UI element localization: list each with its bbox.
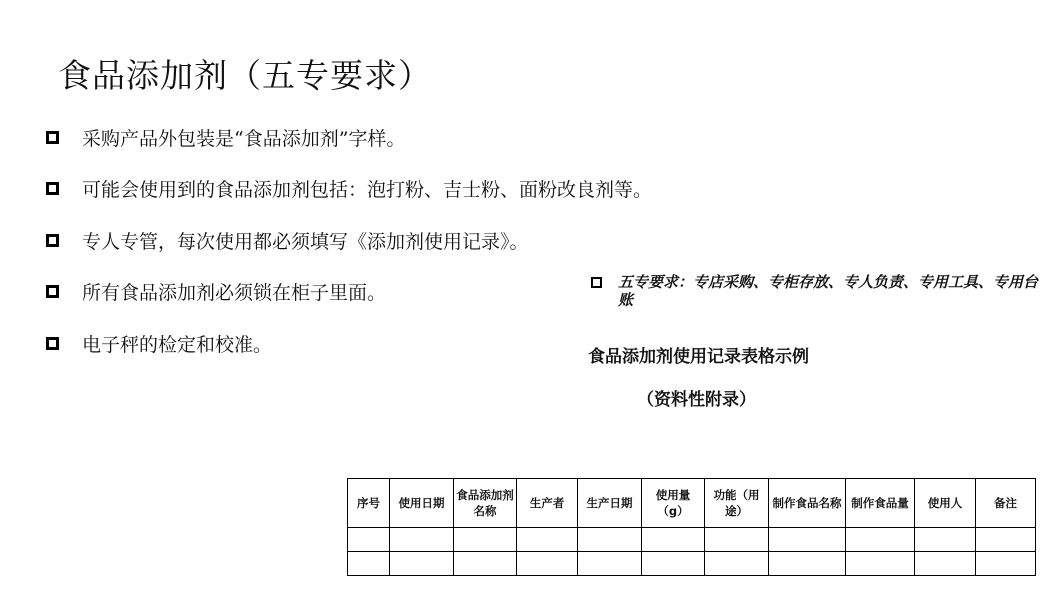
table-cell bbox=[578, 552, 642, 576]
column-header: 制作食品量 bbox=[846, 479, 915, 528]
five-requirements-note bbox=[591, 273, 1038, 309]
usage-record-table bbox=[347, 478, 1036, 576]
bullet-text: 专人专管，每次使用都必须填写《添加剂使用记录》。 bbox=[82, 230, 529, 253]
table-cell bbox=[517, 552, 578, 576]
column-header: 功能（用途） bbox=[705, 479, 769, 528]
table-cell bbox=[705, 528, 769, 552]
five-requirements-text: 五专要求：专店采购、专柜存放、专人负责、专用工具、专用台账 bbox=[618, 273, 1039, 309]
square-bullet-icon bbox=[46, 234, 59, 247]
table-cell bbox=[454, 552, 517, 576]
table-cell bbox=[348, 528, 390, 552]
table-row bbox=[348, 552, 1036, 576]
table-cell bbox=[846, 528, 915, 552]
column-header: 使用人 bbox=[915, 479, 976, 528]
bullet-text: 所有食品添加剂必须锁在柜子里面。 bbox=[82, 282, 387, 304]
page-title: 食品添加剂（五专要求） bbox=[58, 56, 432, 95]
bullet-text: 电子秤的检定和校准。 bbox=[82, 333, 273, 356]
table-cell bbox=[976, 552, 1036, 576]
square-bullet-icon bbox=[46, 131, 59, 144]
table-cell bbox=[769, 528, 846, 552]
square-bullet-icon bbox=[46, 337, 59, 350]
column-header: 使用日期 bbox=[390, 479, 454, 528]
square-bullet-icon bbox=[591, 277, 602, 288]
table-cell bbox=[976, 528, 1036, 552]
bullet-list bbox=[46, 124, 652, 382]
square-bullet-icon bbox=[46, 182, 59, 195]
table-cell bbox=[517, 528, 578, 552]
bullet-item bbox=[46, 176, 652, 202]
bullet-text: 可能会使用到的食品添加剂包括：泡打粉、吉士粉、面粉改良剂等。 bbox=[82, 179, 653, 201]
column-header: 生产日期 bbox=[578, 479, 642, 528]
table-cell bbox=[348, 552, 390, 576]
column-header: 食品添加剂名称 bbox=[454, 479, 517, 528]
bullet-item bbox=[46, 330, 652, 356]
column-header: 生产者 bbox=[517, 479, 578, 528]
bullet-item bbox=[46, 227, 652, 253]
column-header: 备注 bbox=[976, 479, 1036, 528]
table-cell bbox=[846, 552, 915, 576]
table-cell bbox=[390, 528, 454, 552]
table-cell bbox=[915, 552, 976, 576]
column-header: 使用量（g） bbox=[642, 479, 705, 528]
table-cell bbox=[642, 528, 705, 552]
table-subtitle: （资料性附录） bbox=[637, 390, 756, 410]
bullet-item bbox=[46, 279, 652, 305]
table-cell bbox=[915, 528, 976, 552]
table-cell bbox=[454, 528, 517, 552]
bullet-item bbox=[46, 124, 652, 150]
square-bullet-icon bbox=[46, 285, 59, 298]
table-cell bbox=[578, 528, 642, 552]
column-header: 制作食品名称 bbox=[769, 479, 846, 528]
table-cell bbox=[390, 552, 454, 576]
table-cell bbox=[705, 552, 769, 576]
column-header: 序号 bbox=[348, 479, 390, 528]
table-title: 食品添加剂使用记录表格示例 bbox=[588, 347, 809, 367]
bullet-text: 采购产品外包装是“食品添加剂”字样。 bbox=[82, 127, 406, 150]
table-cell bbox=[769, 552, 846, 576]
table-row bbox=[348, 528, 1036, 552]
table-cell bbox=[642, 552, 705, 576]
table-header-row bbox=[348, 479, 1036, 528]
